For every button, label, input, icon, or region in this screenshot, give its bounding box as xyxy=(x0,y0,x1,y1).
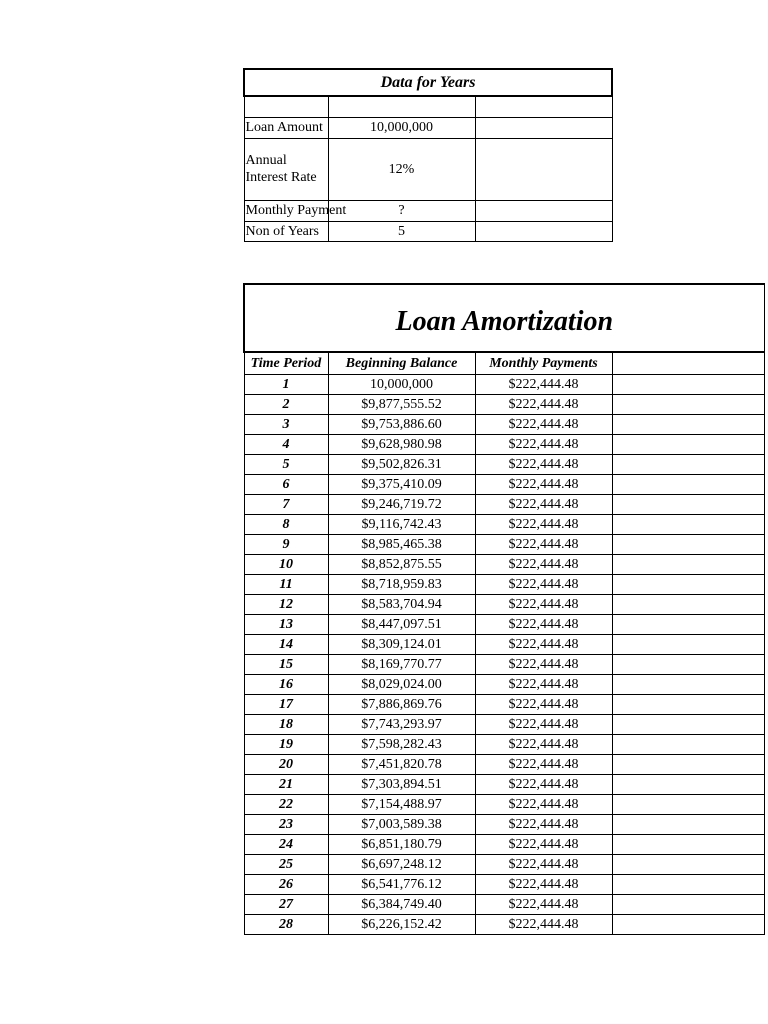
amortization-rows xyxy=(244,375,764,935)
table-row xyxy=(244,535,764,555)
header-clipped xyxy=(612,352,764,375)
beginning-balance-cell: $9,753,886.60 xyxy=(328,415,475,435)
param-label-interest-rate: Annual Interest Rate xyxy=(244,138,328,200)
monthly-payment-cell: $222,444.48 xyxy=(475,815,612,835)
beginning-balance-cell: $6,697,248.12 xyxy=(328,855,475,875)
beginning-balance-cell: $9,116,742.43 xyxy=(328,515,475,535)
beginning-balance-cell: $7,598,282.43 xyxy=(328,735,475,755)
period-cell: 11 xyxy=(244,575,328,595)
period-cell: 7 xyxy=(244,495,328,515)
clipped-cell xyxy=(612,655,764,675)
clipped-cell xyxy=(612,915,764,935)
period-cell: 22 xyxy=(244,795,328,815)
loan-amortization-title: Loan Amortization xyxy=(244,284,764,352)
beginning-balance-cell: $8,029,024.00 xyxy=(328,675,475,695)
table-row xyxy=(244,895,764,915)
clipped-cell xyxy=(612,595,764,615)
table-row xyxy=(244,395,764,415)
param-value-years: 5 xyxy=(328,221,475,241)
clipped-cell xyxy=(612,555,764,575)
table-row xyxy=(244,635,764,655)
table-row xyxy=(244,415,764,435)
monthly-payment-cell: $222,444.48 xyxy=(475,475,612,495)
header-beginning-balance: Beginning Balance xyxy=(328,352,475,375)
clipped-cell xyxy=(612,675,764,695)
monthly-payment-cell: $222,444.48 xyxy=(475,575,612,595)
header-monthly-payments: Monthly Payments xyxy=(475,352,612,375)
beginning-balance-cell: $9,246,719.72 xyxy=(328,495,475,515)
beginning-balance-cell: $7,003,589.38 xyxy=(328,815,475,835)
table-row xyxy=(244,595,764,615)
monthly-payment-cell: $222,444.48 xyxy=(475,895,612,915)
beginning-balance-cell: $8,852,875.55 xyxy=(328,555,475,575)
clipped-cell xyxy=(612,375,764,395)
period-cell: 15 xyxy=(244,655,328,675)
clipped-cell xyxy=(612,475,764,495)
monthly-payment-cell: $222,444.48 xyxy=(475,415,612,435)
beginning-balance-cell: $7,154,488.97 xyxy=(328,795,475,815)
period-cell: 14 xyxy=(244,635,328,655)
monthly-payment-cell: $222,444.48 xyxy=(475,595,612,615)
clipped-cell xyxy=(612,395,764,415)
clipped-cell xyxy=(612,855,764,875)
period-cell: 28 xyxy=(244,915,328,935)
period-cell: 1 xyxy=(244,375,328,395)
table-row xyxy=(244,615,764,635)
beginning-balance-cell: $9,502,826.31 xyxy=(328,455,475,475)
monthly-payment-cell: $222,444.48 xyxy=(475,615,612,635)
clipped-cell xyxy=(612,715,764,735)
period-cell: 13 xyxy=(244,615,328,635)
beginning-balance-cell: $8,718,959.83 xyxy=(328,575,475,595)
param-label-empty xyxy=(244,96,328,117)
period-cell: 4 xyxy=(244,435,328,455)
period-cell: 24 xyxy=(244,835,328,855)
period-cell: 27 xyxy=(244,895,328,915)
monthly-payment-cell: $222,444.48 xyxy=(475,875,612,895)
clipped-cell xyxy=(612,875,764,895)
period-cell: 19 xyxy=(244,735,328,755)
table-row xyxy=(244,695,764,715)
loan-amortization-table xyxy=(243,283,765,935)
param-value-interest-rate: 12% xyxy=(328,138,475,200)
clipped-cell xyxy=(612,695,764,715)
clipped-cell xyxy=(612,455,764,475)
clipped-cell xyxy=(612,775,764,795)
beginning-balance-cell: $8,309,124.01 xyxy=(328,635,475,655)
period-cell: 18 xyxy=(244,715,328,735)
param-value-empty xyxy=(328,96,475,117)
beginning-balance-cell: $7,743,293.97 xyxy=(328,715,475,735)
clipped-cell xyxy=(612,575,764,595)
period-cell: 26 xyxy=(244,875,328,895)
monthly-payment-cell: $222,444.48 xyxy=(475,695,612,715)
table-row xyxy=(244,575,764,595)
param-extra-empty xyxy=(475,96,612,117)
beginning-balance-cell: $6,541,776.12 xyxy=(328,875,475,895)
table-row xyxy=(244,775,764,795)
clipped-cell xyxy=(612,815,764,835)
monthly-payment-cell: $222,444.48 xyxy=(475,395,612,415)
period-cell: 12 xyxy=(244,595,328,615)
beginning-balance-cell: $7,451,820.78 xyxy=(328,755,475,775)
period-cell: 10 xyxy=(244,555,328,575)
table-row xyxy=(244,755,764,775)
monthly-payment-cell: $222,444.48 xyxy=(475,515,612,535)
period-cell: 8 xyxy=(244,515,328,535)
monthly-payment-cell: $222,444.48 xyxy=(475,455,612,475)
param-extra-years xyxy=(475,221,612,241)
monthly-payment-cell: $222,444.48 xyxy=(475,795,612,815)
clipped-cell xyxy=(612,795,764,815)
clipped-cell xyxy=(612,515,764,535)
table-row xyxy=(244,435,764,455)
period-cell: 2 xyxy=(244,395,328,415)
beginning-balance-cell: $6,384,749.40 xyxy=(328,895,475,915)
clipped-cell xyxy=(612,755,764,775)
monthly-payment-cell: $222,444.48 xyxy=(475,855,612,875)
header-time-period: Time Period xyxy=(244,352,328,375)
beginning-balance-cell: $8,985,465.38 xyxy=(328,535,475,555)
beginning-balance-cell: $7,303,894.51 xyxy=(328,775,475,795)
param-label-monthly-payment: Monthly Payment xyxy=(244,200,328,221)
monthly-payment-cell: $222,444.48 xyxy=(475,735,612,755)
beginning-balance-cell: $9,877,555.52 xyxy=(328,395,475,415)
beginning-balance-cell: $6,226,152.42 xyxy=(328,915,475,935)
monthly-payment-cell: $222,444.48 xyxy=(475,655,612,675)
table-row xyxy=(244,675,764,695)
monthly-payment-cell: $222,444.48 xyxy=(475,495,612,515)
beginning-balance-cell: $9,628,980.98 xyxy=(328,435,475,455)
monthly-payment-cell: $222,444.48 xyxy=(475,715,612,735)
table-row xyxy=(244,795,764,815)
param-label-loan-amount: Loan Amount xyxy=(244,117,328,138)
monthly-payment-cell: $222,444.48 xyxy=(475,775,612,795)
period-cell: 9 xyxy=(244,535,328,555)
clipped-cell xyxy=(612,415,764,435)
table-row xyxy=(244,915,764,935)
table-row xyxy=(244,715,764,735)
data-for-years-section xyxy=(243,68,611,244)
table-row xyxy=(244,475,764,495)
data-for-years-title: Data for Years xyxy=(244,69,612,96)
clipped-cell xyxy=(612,535,764,555)
period-cell: 17 xyxy=(244,695,328,715)
param-extra-loan-amount xyxy=(475,117,612,138)
monthly-payment-cell: $222,444.48 xyxy=(475,535,612,555)
period-cell: 3 xyxy=(244,415,328,435)
monthly-payment-cell: $222,444.48 xyxy=(475,555,612,575)
beginning-balance-cell: $8,447,097.51 xyxy=(328,615,475,635)
param-extra-interest-rate xyxy=(475,138,612,200)
table-row xyxy=(244,855,764,875)
table-row xyxy=(244,495,764,515)
beginning-balance-cell: 10,000,000 xyxy=(328,375,475,395)
table-row xyxy=(244,815,764,835)
period-cell: 23 xyxy=(244,815,328,835)
period-cell: 20 xyxy=(244,755,328,775)
beginning-balance-cell: $9,375,410.09 xyxy=(328,475,475,495)
clipped-cell xyxy=(612,895,764,915)
table-row xyxy=(244,455,764,475)
monthly-payment-cell: $222,444.48 xyxy=(475,635,612,655)
monthly-payment-cell: $222,444.48 xyxy=(475,675,612,695)
period-cell: 5 xyxy=(244,455,328,475)
beginning-balance-cell: $7,886,869.76 xyxy=(328,695,475,715)
beginning-balance-cell: $8,583,704.94 xyxy=(328,595,475,615)
monthly-payment-cell: $222,444.48 xyxy=(475,915,612,935)
table-row xyxy=(244,555,764,575)
clipped-cell xyxy=(612,495,764,515)
monthly-payment-cell: $222,444.48 xyxy=(475,835,612,855)
period-cell: 16 xyxy=(244,675,328,695)
monthly-payment-cell: $222,444.48 xyxy=(475,435,612,455)
clipped-cell xyxy=(612,835,764,855)
loan-amortization-section xyxy=(243,283,614,943)
param-extra-monthly-payment xyxy=(475,200,612,221)
data-for-years-table xyxy=(243,68,613,242)
table-row xyxy=(244,655,764,675)
clipped-cell xyxy=(612,635,764,655)
table-row xyxy=(244,735,764,755)
period-cell: 6 xyxy=(244,475,328,495)
beginning-balance-cell: $8,169,770.77 xyxy=(328,655,475,675)
table-row xyxy=(244,875,764,895)
period-cell: 25 xyxy=(244,855,328,875)
table-row xyxy=(244,515,764,535)
param-value-loan-amount: 10,000,000 xyxy=(328,117,475,138)
clipped-cell xyxy=(612,615,764,635)
period-cell: 21 xyxy=(244,775,328,795)
param-value-monthly-payment: ? xyxy=(328,200,475,221)
monthly-payment-cell: $222,444.48 xyxy=(475,375,612,395)
monthly-payment-cell: $222,444.48 xyxy=(475,755,612,775)
table-row xyxy=(244,835,764,855)
param-label-years: Non of Years xyxy=(244,221,328,241)
beginning-balance-cell: $6,851,180.79 xyxy=(328,835,475,855)
clipped-cell xyxy=(612,435,764,455)
table-row xyxy=(244,375,764,395)
clipped-cell xyxy=(612,735,764,755)
